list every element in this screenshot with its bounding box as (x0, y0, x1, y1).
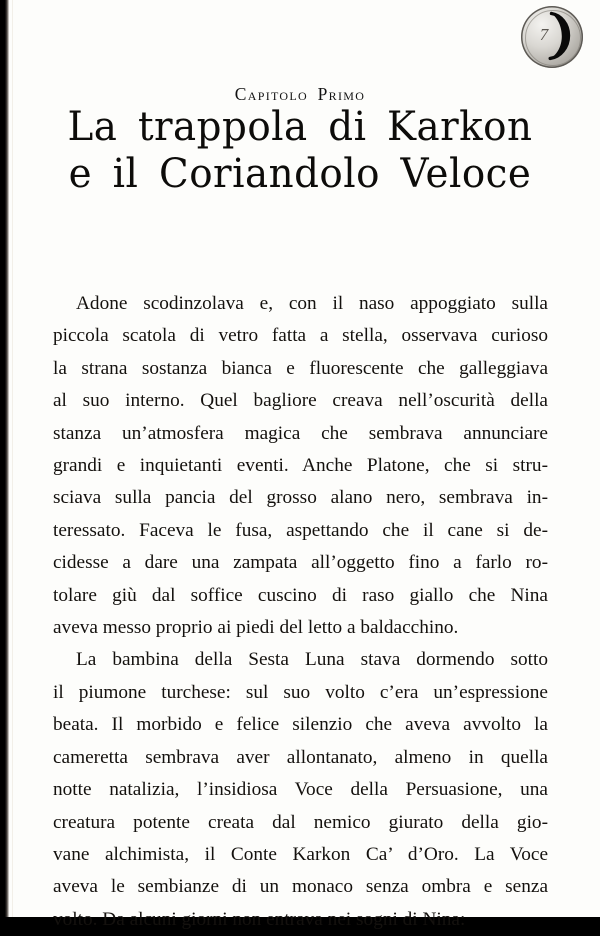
body-line: volto. Da alcuni giorni non entrava nei sogni di Nina: (53, 908, 466, 930)
chapter-title (0, 104, 600, 198)
body-line: Adone scodinzolava e, con il naso appoggiato sulla (76, 293, 548, 314)
body-line: cameretta sembrava aver allontanato, almeno in quella (53, 746, 548, 768)
chapter-title-line-1: La trappola di Karkon (67, 104, 533, 150)
body-line: notte natalizia, l’insidiosa Voce della Persuasione, una (53, 779, 548, 801)
page-number: 7 (539, 25, 549, 44)
body-line: beata. Il morbido e felice silenzio che aveva avvolto la (53, 714, 548, 736)
body-line: vane alchimista, il Conte Karkon Ca’ d’Oro. La Voce (53, 843, 548, 865)
body-line: piccola scatola di vetro fatta a stella, osservava curioso (53, 325, 548, 347)
body-line: creatura potente creata dal nemico giurato della gio- (53, 811, 548, 833)
body-line: stanza un’atmosfera magica che sembrava annunciare (53, 422, 548, 444)
body-line: teressato. Faceva le fusa, aspettando che il cane si de- (53, 519, 548, 541)
body-line: al suo interno. Quel bagliore creava nell’oscurità della (53, 390, 548, 412)
body-line: tolare giù dal soffice cuscino di raso giallo che Nina (53, 584, 548, 606)
body-line: cidesse a dare una zampata all’oggetto fino a farlo ro- (53, 552, 548, 574)
body-line: La bambina della Sesta Luna stava dormendo sotto (76, 649, 548, 671)
chapter-title-line-2: e il Coriandolo Veloce (68, 151, 532, 197)
body-line: aveva le sembianze di un monaco senza ombra e senza (53, 876, 548, 898)
chapter-label: Capitolo Primo (234, 84, 366, 104)
body-paragraph (53, 644, 548, 936)
body-line: sciava sulla pancia del grosso alano nero, sembrava in- (53, 487, 548, 509)
body-text (53, 288, 548, 936)
body-line: la strana sostanza bianca e fluorescente che galleggiava (53, 357, 548, 379)
body-paragraph (53, 288, 548, 644)
body-line: il piumone turchese: sul suo volto c’era un’espressione (53, 681, 548, 703)
body-line: aveva messo proprio ai piedi del letto a baldacchino. (53, 617, 459, 639)
body-line: grandi e inquietanti eventi. Anche Platone, che si stru- (53, 455, 548, 477)
crescent-moon-emblem (521, 6, 583, 68)
header-rule (4, 50, 600, 52)
